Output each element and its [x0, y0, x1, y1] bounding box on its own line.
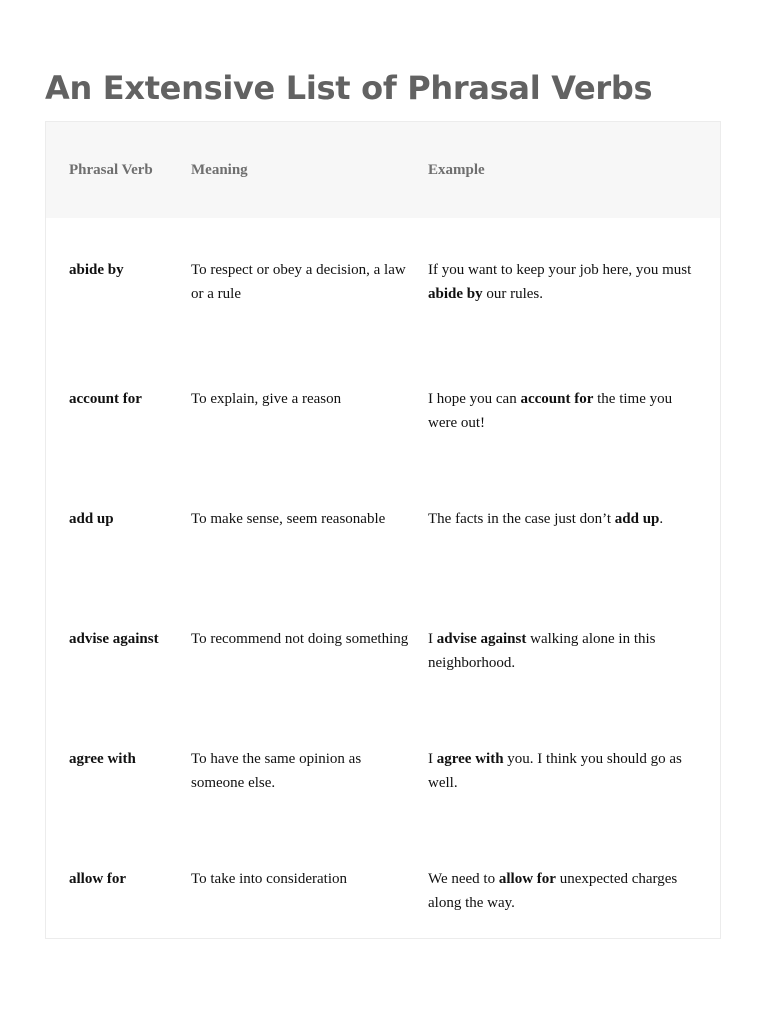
meaning-cell: To explain, give a reason — [191, 391, 342, 407]
example-verb: advise against — [436, 631, 527, 647]
example-verb: abide by — [428, 286, 483, 302]
page-title: An Extensive List of Phrasal Verbs — [45, 69, 653, 107]
phrasal-verb-cell: add up — [69, 511, 114, 527]
meaning-cell: To make sense, seem reasonable — [191, 511, 386, 527]
example-text: our rules. — [482, 286, 544, 302]
meaning-cell: To respect or obey a decision, a law or a rule — [191, 262, 406, 302]
header-meaning: Meaning — [191, 162, 248, 178]
meaning-cell: To have the same opinion as someone else. — [191, 751, 362, 791]
example-cell — [428, 218, 720, 347]
phrasal-verb-cell: advise against — [69, 631, 159, 647]
example-text: I hope you can — [428, 391, 521, 407]
example-text: We need to — [428, 871, 499, 887]
phrasal-verb-cell: account for — [69, 391, 142, 407]
example-text: . — [659, 511, 664, 527]
example-text: If you want to keep your job here, you must — [428, 262, 692, 278]
example-text: you. I think you should go as well. — [428, 751, 682, 791]
example-text: the time you were out! — [428, 391, 673, 431]
table-header-row — [46, 122, 720, 218]
example-text: I — [428, 751, 437, 767]
table-row — [46, 587, 720, 707]
example-verb: account for — [520, 391, 594, 407]
header-example: Example — [428, 162, 485, 178]
meaning-cell: To recommend not doing something — [191, 631, 409, 647]
table-row — [46, 467, 720, 587]
example-text: walking alone in this neighborhood. — [428, 631, 656, 671]
example-cell — [428, 467, 720, 587]
table-row — [46, 707, 720, 827]
phrasal-verb-cell: agree with — [69, 751, 136, 767]
example-verb: allow for — [498, 871, 556, 887]
example-verb: agree with — [436, 751, 504, 767]
header-phrasal-verb: Phrasal Verb — [69, 162, 153, 178]
example-cell — [428, 707, 720, 827]
example-text: I — [428, 631, 437, 647]
phrasal-verb-cell: allow for — [69, 871, 127, 887]
phrasal-verbs-table — [45, 121, 721, 939]
example-cell — [428, 587, 720, 707]
example-text: The facts in the case just don’t — [428, 511, 615, 527]
example-text: unexpected charges along the way. — [428, 871, 678, 911]
example-verb: add up — [614, 511, 660, 527]
table-row — [46, 827, 720, 947]
meaning-cell: To take into consideration — [191, 871, 347, 887]
table-row — [46, 347, 720, 467]
table-row — [46, 218, 720, 347]
example-cell — [428, 827, 720, 947]
example-cell — [428, 347, 720, 467]
phrasal-verb-cell: abide by — [69, 262, 124, 278]
